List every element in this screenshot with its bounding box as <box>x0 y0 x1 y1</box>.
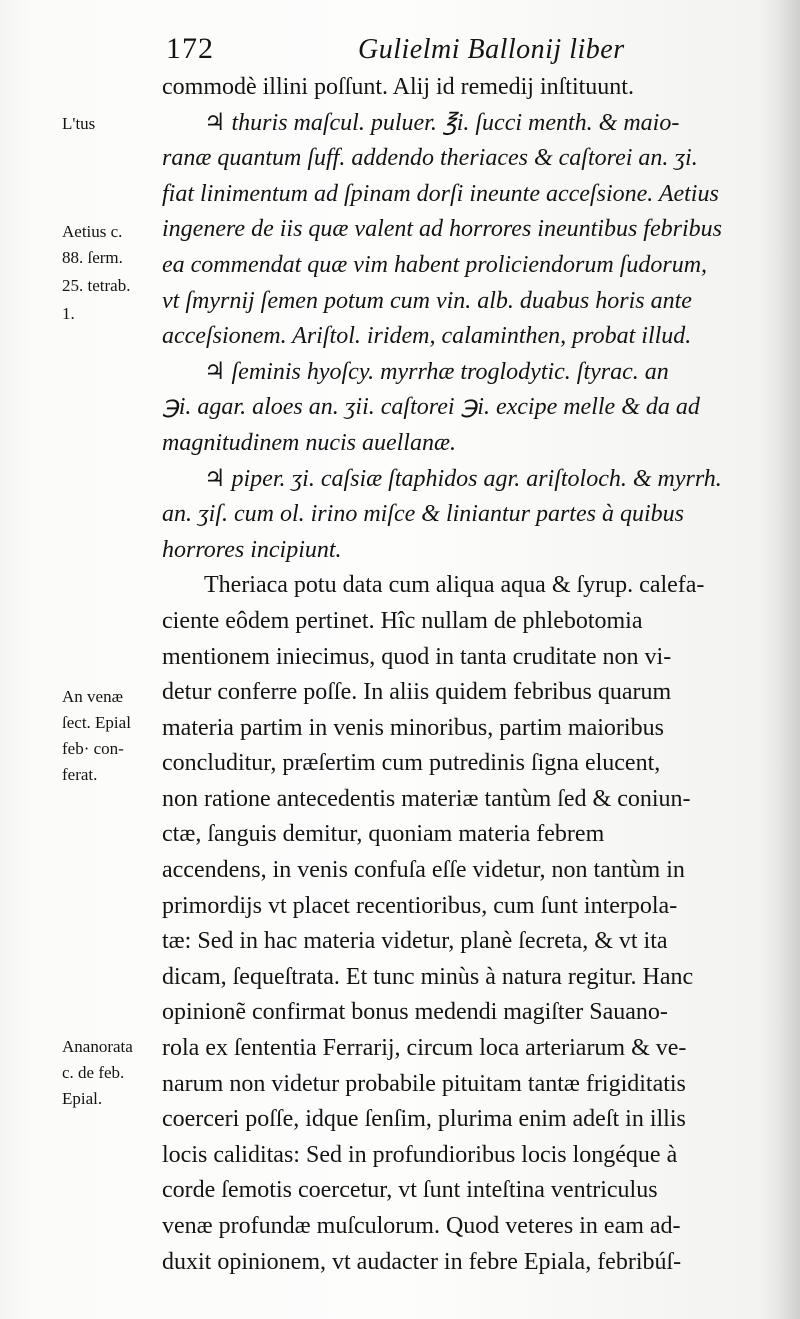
margin-note: 88. ſerm. <box>62 248 123 267</box>
margin-note: Aetius c. <box>62 222 123 241</box>
margin-note: feb· con- <box>62 739 124 758</box>
text-line: ♃ piper. ʒi. caſsiæ ſtaphidos agr. ariſtoloch. & myrrh. <box>204 465 722 492</box>
text-line: narum non videtur probabile pituitam tantæ frigiditatis <box>162 1070 686 1097</box>
margin-note: Epial. <box>62 1089 103 1108</box>
text-line: coerceri poſſe, idque ſenſim, plurima enim adeſt in illis <box>162 1106 686 1133</box>
text-line: rola ex ſententia Ferrarij, circum loca arteriarum & ve- <box>162 1035 687 1062</box>
text-line: materia partim in venis minoribus, partim maioribus <box>162 714 664 741</box>
text-line: duxit opinionem, vt audacter in febre Epiala, febribúſ- <box>162 1248 682 1275</box>
text-line: mentionem iniecimus, quod in tanta cruditate non vi- <box>162 643 672 670</box>
text-line: corde ſemotis coercetur, vt ſunt inteſtina ventriculus <box>162 1177 658 1204</box>
text-line: detur conferre poſſe. In aliis quidem febribus quarum <box>162 679 672 706</box>
text-line: ctæ, ſanguis demitur, quoniam materia febrem <box>162 821 605 848</box>
text-line: Theriaca potu data cum aliqua aqua & ſyrup. calefa- <box>204 572 705 599</box>
text-line: commodè illini poſſunt. Alij id remedij inſtituunt. <box>162 74 634 100</box>
page-number: 172 <box>166 32 214 65</box>
text-line: fiat linimentum ad ſpinam dorſi ineunte acceſsione. Aetius <box>162 180 719 207</box>
text-line: locis caliditas: Sed in profundioribus locis longéque à <box>162 1141 678 1168</box>
text-line: horrores incipiunt. <box>162 536 342 563</box>
text-line: ciente eôdem pertinet. Hîc nullam de phlebotomia <box>162 607 643 634</box>
text-line: ♃ ſeminis hyoſcy. myrrhæ troglodytic. ſtyrac. an <box>204 358 669 385</box>
margin-note: An venæ <box>62 687 123 706</box>
text-line: opinionẽ confirmat bonus medendi magiſter Sauano- <box>162 999 668 1026</box>
text-line: ingenere de iis quæ valent ad horrores ineuntibus febribus <box>162 216 722 243</box>
text-line: ♃ thuris maſcul. puluer. ℥i. ſucci menth. & maio- <box>204 109 680 136</box>
text-line: ranæ quantum ſuff. addendo theriaces & caſtorei an. ʒi. <box>162 145 698 172</box>
margin-note: ſect. Epial <box>62 713 131 732</box>
text-line: vt ſmyrnij ſemen potum cum vin. alb. duabus horis ante <box>162 287 692 314</box>
margin-note: 1. <box>62 304 75 323</box>
text-line: ea commendat quæ vim habent proliciendorum ſudorum, <box>162 251 708 278</box>
text-line: an. ʒiſ. cum ol. irino miſce & liniantur partes à quibus <box>162 501 684 528</box>
margin-note: 25. tetrab. <box>62 276 131 295</box>
margin-note: Ananorata <box>62 1037 133 1056</box>
running-title: Gulielmi Ballonij liber <box>358 34 625 65</box>
margin-note: ferat. <box>62 765 98 784</box>
running-head <box>160 28 770 68</box>
text-line: tæ: Sed in hac materia videtur, planè ſecreta, & vt ita <box>162 928 668 955</box>
body-text <box>162 70 774 1280</box>
text-line: concluditur, præſertim cum putredinis ſigna elucent, <box>162 750 661 777</box>
text-line: non ratione antecedentis materiæ tantùm ſed & coniun- <box>162 785 691 812</box>
text-line: magnitudinem nucis auellanæ. <box>162 429 456 456</box>
text-line: dicam, ſequeſtrata. Et tunc minùs à natura regitur. Hanc <box>162 963 694 990</box>
margin-note: L'tus <box>62 114 96 133</box>
text-line: acceſsionem. Ariſtol. iridem, calaminthen, probat illud. <box>162 323 692 350</box>
text-line: accendens, in venis confuſa eſſe videtur, non tantùm in <box>162 857 685 884</box>
text-line: ℈i. agar. aloes an. ʒii. caſtorei ℈i. excipe melle & da ad <box>162 394 700 421</box>
text-line: venæ profundæ muſculorum. Quod veteres in eam ad- <box>162 1213 681 1239</box>
text-line: primordijs vt placet recentioribus, cum ſunt interpola- <box>162 892 678 919</box>
margin-note: c. de feb. <box>62 1063 125 1082</box>
